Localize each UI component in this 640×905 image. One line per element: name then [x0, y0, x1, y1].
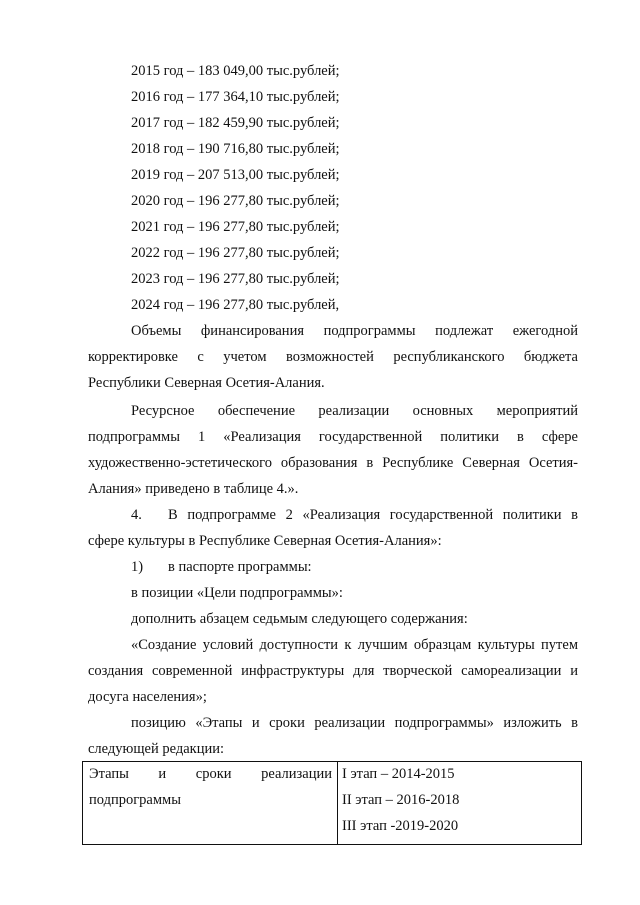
year-line-2017: 2017 год – 182 459,90 тыс.рублей; [131, 115, 340, 131]
year-line-2024: 2024 год – 196 277,80 тыс.рублей, [131, 297, 340, 313]
year-line-2015: 2015 год – 183 049,00 тыс.рублей; [131, 63, 340, 79]
year-line-2020: 2020 год – 196 277,80 тыс.рублей; [131, 193, 340, 209]
year-line-2023: 2023 год – 196 277,80 тыс.рублей; [131, 271, 340, 287]
position-stages-line-1: позицию «Этапы и сроки реализации подпрограммы» изложить в [131, 715, 578, 731]
stages-table-value-cell [338, 762, 581, 844]
para-resources-line-1: Ресурсное обеспечение реализации основных мероприятий [131, 403, 578, 419]
year-line-2018: 2018 год – 190 716,80 тыс.рублей; [131, 141, 340, 157]
para-resources-line-3: художественно-эстетического образования в Республике Северная Осетия- [88, 455, 578, 471]
stage-1: I этап – 2014-2015 [342, 766, 455, 782]
year-line-2019: 2019 год – 207 513,00 тыс.рублей; [131, 167, 340, 183]
year-line-2022: 2022 год – 196 277,80 тыс.рублей; [131, 245, 340, 261]
para-resources-line-4: Алания» приведено в таблице 4.». [88, 481, 299, 497]
stages-label-line-2: подпрограммы [89, 792, 181, 808]
add-paragraph-line: дополнить абзацем седьмым следующего содержания: [131, 611, 468, 627]
item-4-line-2: сфере культуры в Республике Северная Осетия-Алания»: [88, 533, 442, 549]
stages-label-line-1: Этапы и сроки реализации [89, 766, 332, 782]
para-resources-line-2: подпрограммы 1 «Реализация государственной политики в сфере [88, 429, 578, 445]
sub-item-1-number: 1) [131, 559, 144, 575]
stage-2: II этап – 2016-2018 [342, 792, 460, 808]
stages-table [82, 761, 582, 845]
sub-item-1-text: в паспорте программы: [168, 559, 312, 575]
quote-line-1: «Создание условий доступности к лучшим образцам культуры путем [131, 637, 578, 653]
position-stages-line-2: следующей редакции: [88, 741, 225, 757]
item-4-line-1: В подпрограмме 2 «Реализация государственной политики в [168, 507, 578, 523]
year-line-2016: 2016 год – 177 364,10 тыс.рублей; [131, 89, 340, 105]
stage-3: III этап -2019-2020 [342, 818, 459, 834]
position-goals-line: в позиции «Цели подпрограммы»: [131, 585, 343, 601]
para-financing-line-1: Объемы финансирования подпрограммы подлежат ежегодной [131, 323, 578, 339]
item-4-number: 4. [131, 507, 142, 523]
quote-line-2: создания современной инфраструктуры для творческой самореализации и [88, 663, 578, 679]
year-line-2021: 2021 год – 196 277,80 тыс.рублей; [131, 219, 340, 235]
quote-line-3: досуга населения»; [88, 689, 207, 705]
stages-table-label-cell [83, 762, 338, 844]
para-financing-line-2: корректировке с учетом возможностей республиканского бюджета [88, 349, 578, 365]
para-financing-line-3: Республики Северная Осетия-Алания. [88, 375, 325, 391]
